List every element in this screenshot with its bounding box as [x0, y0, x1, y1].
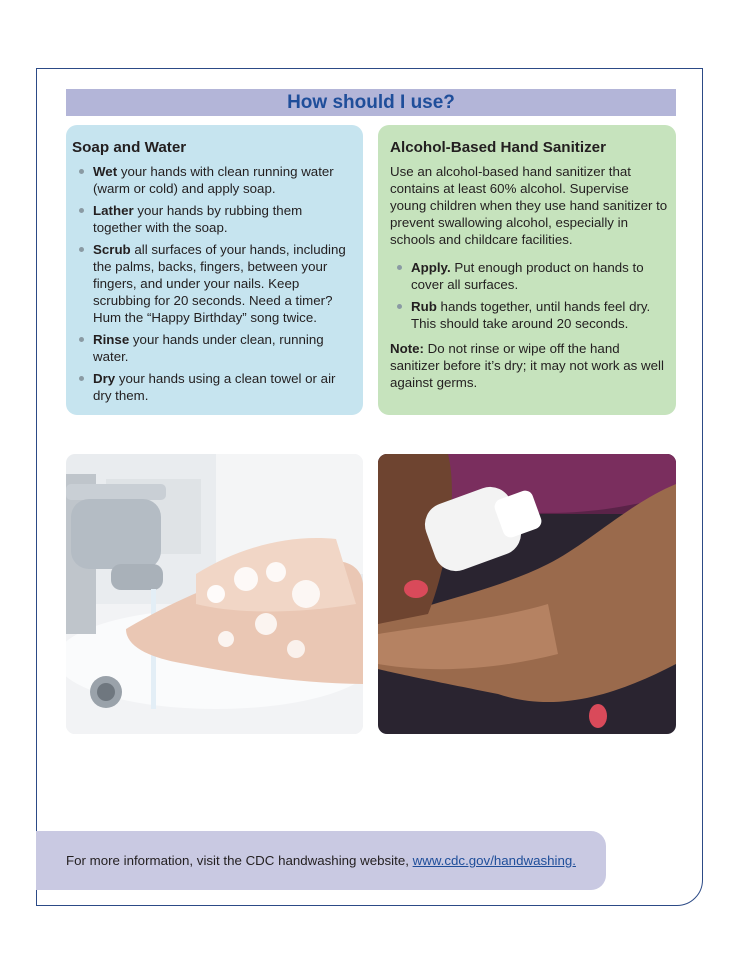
bullet-icon [79, 208, 84, 213]
soap-card-heading: Soap and Water [72, 139, 187, 156]
step-text: hands together, until hands feel dry. This should take around 20 seconds. [411, 299, 651, 331]
hand-sanitizer-photo [378, 454, 676, 734]
washing-hands-with-soap-image [66, 454, 363, 734]
step-keyword: Apply. [411, 260, 451, 275]
bullet-icon [79, 337, 84, 342]
list-item [72, 241, 351, 326]
step-text: your hands using a clean towel or air dry them. [93, 371, 336, 403]
list-item [390, 298, 668, 332]
step-keyword: Lather [93, 203, 134, 218]
footer-text: For more information, visit the CDC handwashing website, [66, 853, 413, 868]
applying-hand-sanitizer-image [378, 454, 676, 734]
bullet-icon [397, 304, 402, 309]
bullet-icon [397, 265, 402, 270]
sanitizer-card-heading: Alcohol-Based Hand Sanitizer [390, 139, 607, 156]
bullet-icon [79, 169, 84, 174]
step-keyword: Dry [93, 371, 116, 386]
note-text: Do not rinse or wipe off the hand sanitizer before it’s dry; it may not work as well against germs. [390, 341, 664, 390]
step-keyword: Rinse [93, 332, 130, 347]
handwashing-photo [66, 454, 363, 734]
step-text: your hands with clean running water (warm or cold) and apply soap. [93, 164, 334, 196]
hand-sanitizer-card [378, 125, 676, 415]
sanitizer-steps-list [390, 259, 668, 332]
list-item [72, 331, 351, 365]
soap-steps-list [72, 163, 351, 404]
footer-info [36, 831, 606, 890]
note-label: Note: [390, 341, 424, 356]
soap-and-water-card [66, 125, 363, 415]
step-keyword: Scrub [93, 242, 131, 257]
sanitizer-intro: Use an alcohol-based hand sanitizer that contains at least 60% alcohol. Supervise young children when they use hand sanitizer to prevent swallowing alcohol, especially in schools and childcare facilities. [390, 164, 668, 247]
list-item [72, 202, 351, 236]
bullet-icon [79, 247, 84, 252]
list-item [72, 163, 351, 197]
cdc-handwashing-link[interactable]: www.cdc.gov/handwashing. [412, 853, 576, 868]
step-text: your hands under clean, running water. [93, 332, 324, 364]
step-text: all surfaces of your hands, including the palms, backs, fingers, between your fingers, and under your nails. Keep scrubbing for 20 seconds. Need a timer? Hum the “Happy Birthday” song twice. [93, 242, 346, 325]
list-item [390, 259, 668, 293]
sanitizer-note [390, 340, 668, 391]
list-item [72, 370, 351, 404]
section-title: How should I use? [66, 89, 676, 116]
step-text: Put enough product on hands to cover all surfaces. [411, 260, 644, 292]
step-text: your hands by rubbing them together with the soap. [93, 203, 303, 235]
bullet-icon [79, 376, 84, 381]
step-keyword: Rub [411, 299, 437, 314]
step-keyword: Wet [93, 164, 118, 179]
